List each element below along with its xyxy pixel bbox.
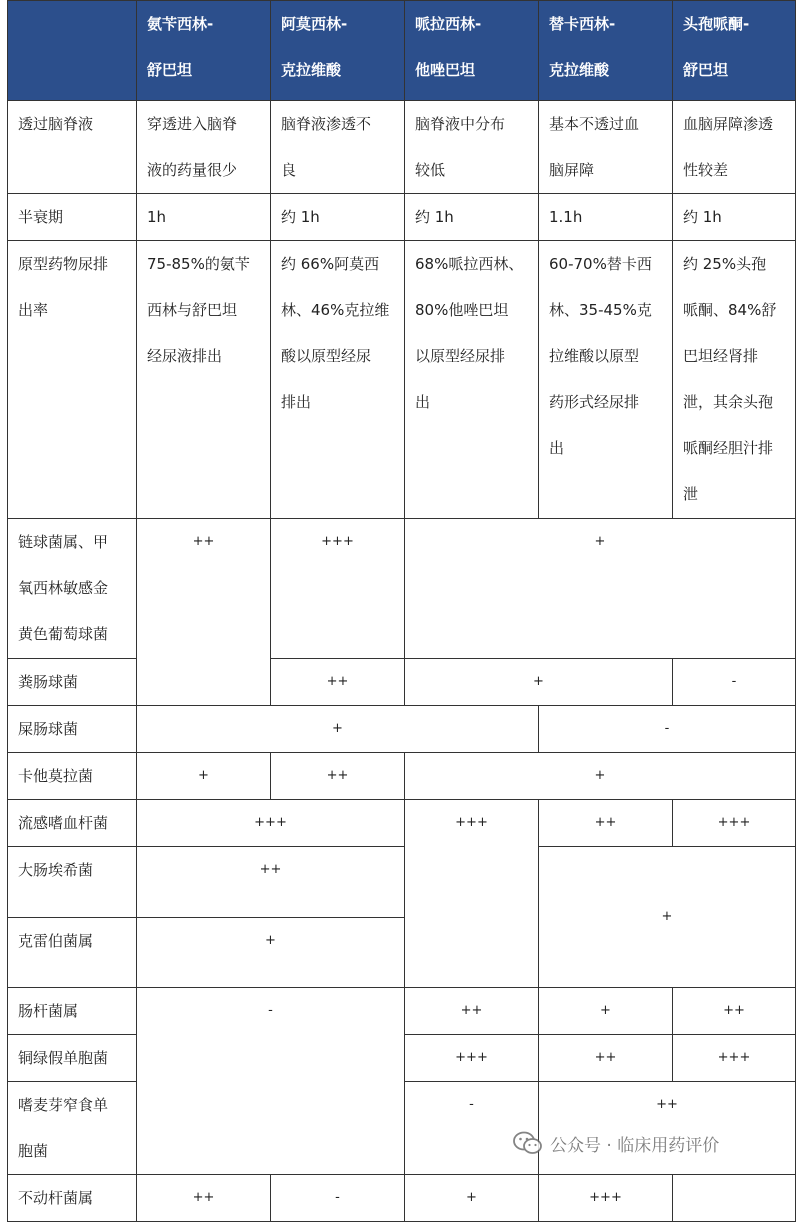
row-label: 大肠埃希菌 bbox=[8, 847, 137, 918]
row-label: 屎肠球菌 bbox=[8, 706, 137, 753]
row-label: 卡他莫拉菌 bbox=[8, 753, 137, 800]
table-cell: 血脑屏障渗透 性较差 bbox=[673, 101, 796, 194]
susceptibility-cell: + bbox=[539, 988, 673, 1035]
susceptibility-cell: - bbox=[405, 1082, 539, 1175]
header-amoxicillin-clavulanate: 阿莫西林- 克拉维酸 bbox=[271, 1, 405, 101]
susceptibility-cell: - bbox=[137, 988, 405, 1175]
susceptibility-cell: ++ bbox=[673, 988, 796, 1035]
table-cell: 约 1h bbox=[405, 194, 539, 241]
row-label: 流感嗜血杆菌 bbox=[8, 800, 137, 847]
table-cell: 约 1h bbox=[271, 194, 405, 241]
row-streptococcus-mssa bbox=[8, 519, 796, 659]
row-acinetobacter bbox=[8, 1175, 796, 1222]
susceptibility-cell: ++ bbox=[271, 753, 405, 800]
table-cell: 68%哌拉西林、 80%他唑巴坦 以原型经尿排 出 bbox=[405, 241, 539, 519]
susceptibility-cell: +++ bbox=[673, 1035, 796, 1082]
wechat-icon bbox=[513, 1131, 543, 1155]
table-cell: 1h bbox=[137, 194, 271, 241]
susceptibility-cell: + bbox=[137, 753, 271, 800]
susceptibility-cell: + bbox=[405, 753, 796, 800]
table-cell: 约 1h bbox=[673, 194, 796, 241]
table-cell: 60-70%替卡西 林、35-45%克 拉维酸以原型 药形式经尿排 出 bbox=[539, 241, 673, 519]
watermark bbox=[513, 1126, 719, 1160]
susceptibility-cell: +++ bbox=[539, 1175, 673, 1222]
susceptibility-cell: + bbox=[137, 706, 539, 753]
susceptibility-cell: +++ bbox=[673, 800, 796, 847]
susceptibility-cell: ++ bbox=[137, 1175, 271, 1222]
susceptibility-cell: +++ bbox=[137, 800, 405, 847]
susceptibility-cell: ++ bbox=[137, 519, 271, 706]
susceptibility-cell: +++ bbox=[271, 519, 405, 659]
susceptibility-cell: ++ bbox=[539, 800, 673, 847]
table-cell: 约 25%头孢 哌酮、84%舒 巴坦经肾排 泄，其余头孢 哌酮经胆汁排 泄 bbox=[673, 241, 796, 519]
susceptibility-cell: ++ bbox=[405, 988, 539, 1035]
row-label: 粪肠球菌 bbox=[8, 659, 137, 706]
row-label: 克雷伯菌属 bbox=[8, 917, 137, 988]
watermark-text: 公众号 · 临床用药评价 bbox=[550, 1135, 720, 1156]
susceptibility-cell: ++ bbox=[539, 1035, 673, 1082]
header-ampicillin-sulbactam: 氨苄西林- 舒巴坦 bbox=[137, 1, 271, 101]
row-label: 肠杆菌属 bbox=[8, 988, 137, 1035]
susceptibility-cell: ++ bbox=[539, 1082, 796, 1175]
susceptibility-cell: + bbox=[539, 847, 796, 988]
susceptibility-cell: - bbox=[539, 706, 796, 753]
header-row bbox=[8, 1, 796, 101]
header-ticarcillin-clavulanate: 替卡西林- 克拉维酸 bbox=[539, 1, 673, 101]
row-enterococcus-faecalis bbox=[8, 659, 796, 706]
row-enterobacter bbox=[8, 988, 796, 1035]
susceptibility-cell: + bbox=[137, 917, 405, 988]
susceptibility-cell: - bbox=[271, 1175, 405, 1222]
row-label: 嗜麦芽窄食单 胞菌 bbox=[8, 1082, 137, 1175]
susceptibility-cell: ++ bbox=[137, 847, 405, 918]
row-csf-penetration bbox=[8, 101, 796, 194]
susceptibility-cell: ++ bbox=[271, 659, 405, 706]
row-label: 原型药物尿排 出率 bbox=[8, 241, 137, 519]
susceptibility-cell: +++ bbox=[405, 1035, 539, 1082]
header-piperacillin-tazobactam: 哌拉西林- 他唑巴坦 bbox=[405, 1, 539, 101]
antibiotic-comparison-table bbox=[7, 0, 796, 1222]
susceptibility-cell: - bbox=[673, 659, 796, 706]
table-cell: 1.1h bbox=[539, 194, 673, 241]
table-cell: 脑脊液中分布 较低 bbox=[405, 101, 539, 194]
row-label: 透过脑脊液 bbox=[8, 101, 137, 194]
susceptibility-cell: +++ bbox=[405, 800, 539, 988]
row-haemophilus bbox=[8, 800, 796, 847]
row-label: 半衰期 bbox=[8, 194, 137, 241]
susceptibility-cell: + bbox=[405, 1175, 539, 1222]
header-cefoperazone-sulbactam: 头孢哌酮- 舒巴坦 bbox=[673, 1, 796, 101]
row-label: 不动杆菌属 bbox=[8, 1175, 137, 1222]
table-cell: 穿透进入脑脊 液的药量很少 bbox=[137, 101, 271, 194]
row-half-life bbox=[8, 194, 796, 241]
table-cell: 脑脊液渗透不 良 bbox=[271, 101, 405, 194]
susceptibility-cell: + bbox=[405, 659, 673, 706]
row-label: 铜绿假单胞菌 bbox=[8, 1035, 137, 1082]
row-enterococcus-faecium bbox=[8, 706, 796, 753]
row-moraxella bbox=[8, 753, 796, 800]
row-label: 链球菌属、甲 氧西林敏感金 黄色葡萄球菌 bbox=[8, 519, 137, 659]
table-cell bbox=[673, 1175, 796, 1222]
row-urinary-excretion bbox=[8, 241, 796, 519]
header-corner bbox=[8, 1, 137, 101]
table-cell: 基本不透过血 脑屏障 bbox=[539, 101, 673, 194]
table-cell: 75-85%的氨苄 西林与舒巴坦 经尿液排出 bbox=[137, 241, 271, 519]
table-cell: 约 66%阿莫西 林、46%克拉维 酸以原型经尿 排出 bbox=[271, 241, 405, 519]
susceptibility-cell: + bbox=[405, 519, 796, 659]
row-ecoli bbox=[8, 847, 796, 918]
